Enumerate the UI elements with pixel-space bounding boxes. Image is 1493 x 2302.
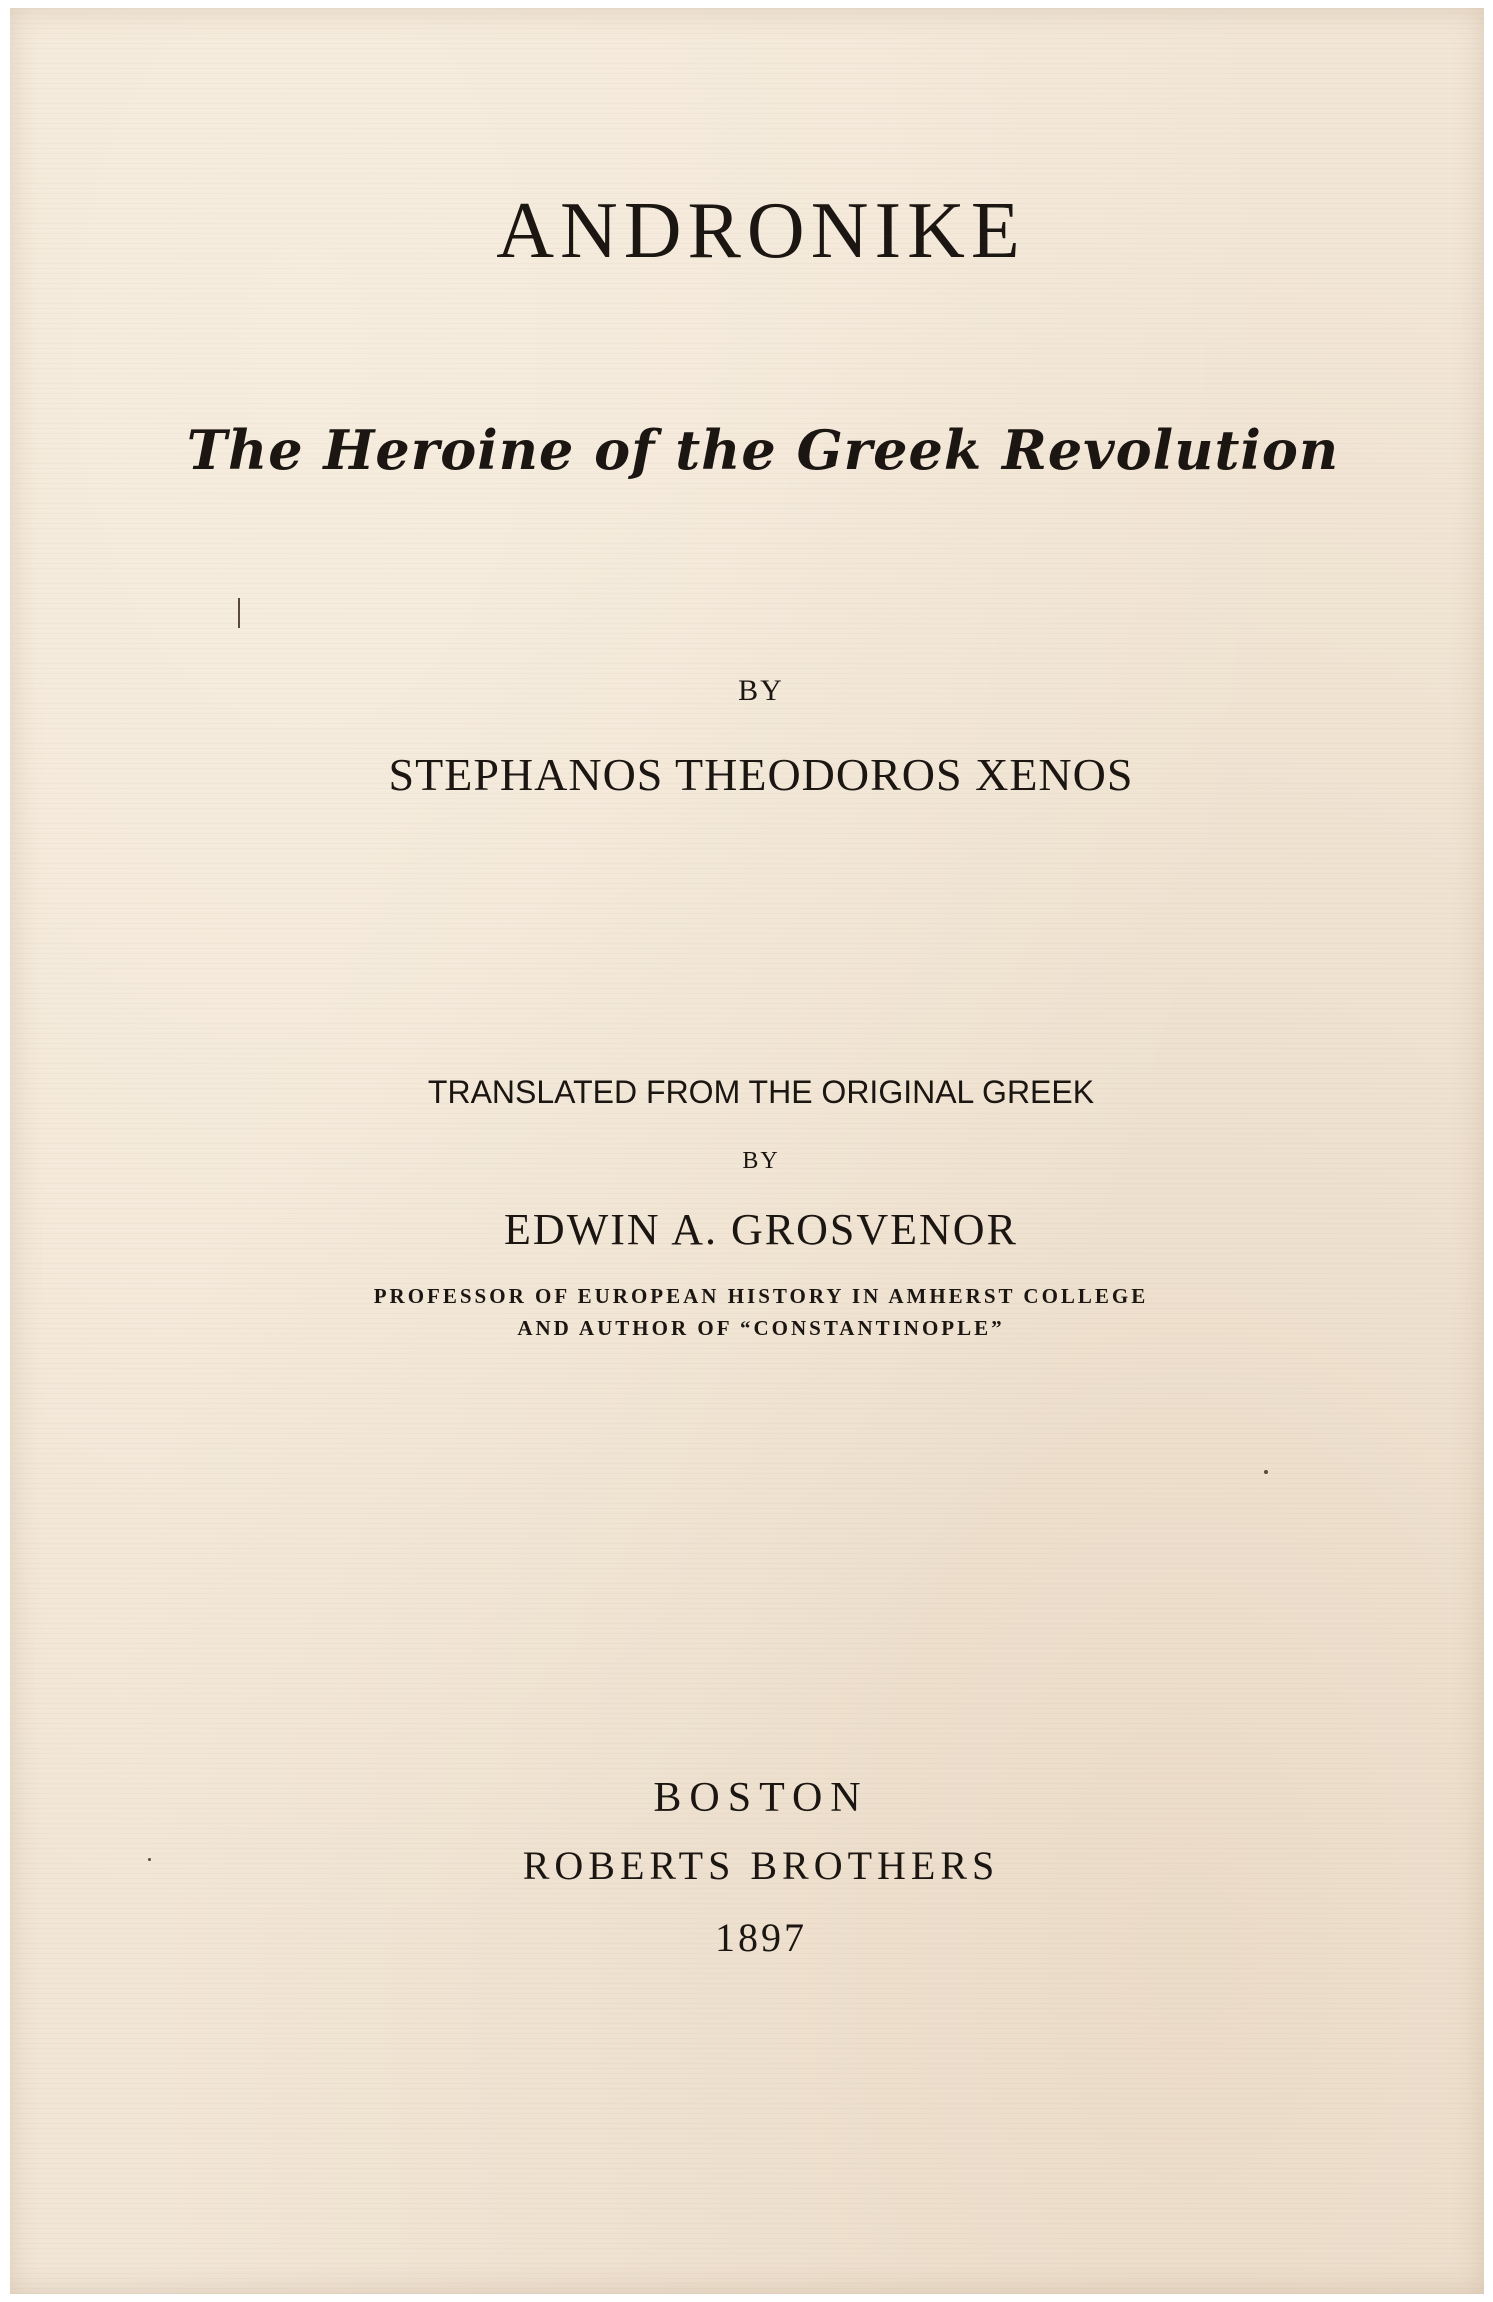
- page-blemish: [1264, 1470, 1268, 1474]
- imprint-city: BOSTON: [653, 1775, 869, 1821]
- book-subtitle: The Heroine of the Greek Revolution: [186, 418, 1340, 482]
- author-name: STEPHANOS THEODOROS XENOS: [388, 749, 1134, 800]
- translator-name: EDWIN A. GROSVENOR: [504, 1205, 1018, 1254]
- imprint-year: 1897: [715, 1915, 807, 1960]
- book-title: ANDRONIKE: [496, 187, 1026, 275]
- page-blemish: [238, 598, 240, 628]
- by-label: BY: [738, 674, 784, 707]
- translator-credit-line-1: PROFESSOR OF EUROPEAN HISTORY IN AMHERST COLLEGE: [373, 1284, 1149, 1308]
- show-through-text: [10, 798, 1484, 832]
- title-page: [10, 8, 1484, 2294]
- translator-by-label: BY: [742, 1148, 780, 1174]
- translator-credit-line-2: AND AUTHOR OF “CONSTANTINOPLE”: [517, 1316, 1005, 1340]
- imprint-publisher: ROBERTS BROTHERS: [522, 1843, 1000, 1888]
- translation-note: TRANSLATED FROM THE ORIGINAL GREEK: [427, 1074, 1095, 1110]
